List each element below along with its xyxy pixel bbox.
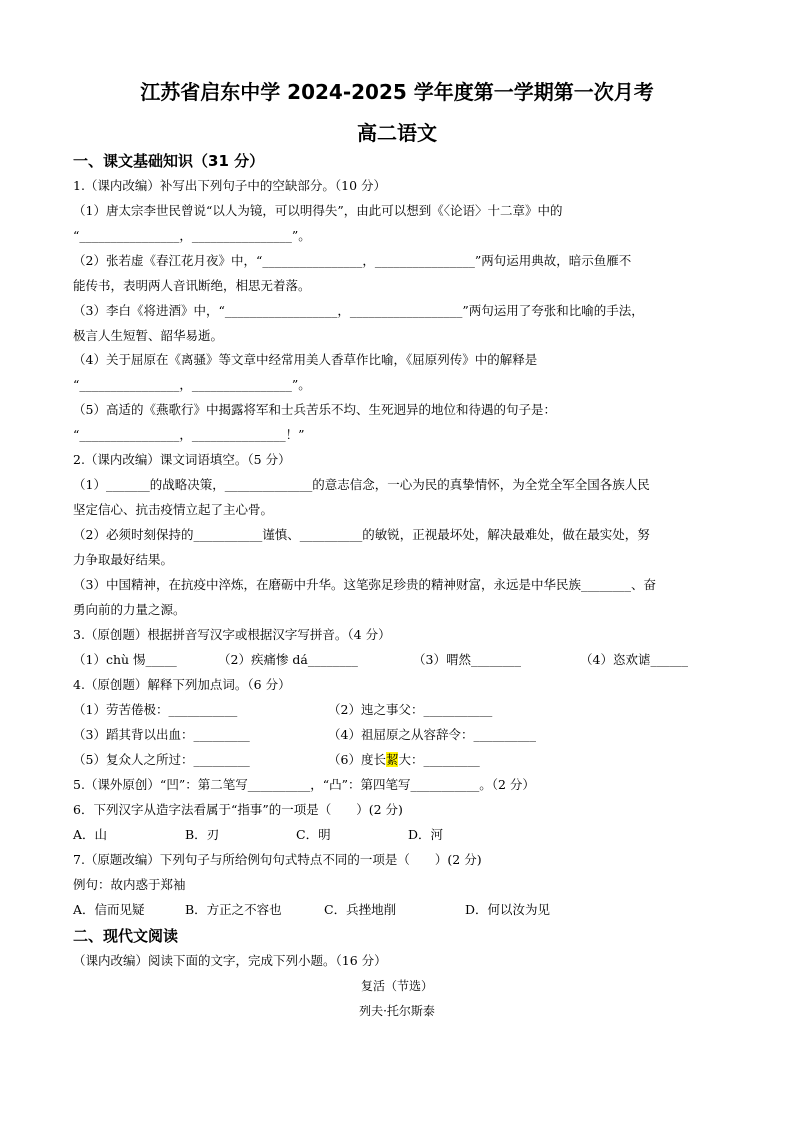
q6-option-c: C．明 [296, 827, 331, 842]
q6-stem: 6．下列汉字从造字法看属于“指事”的一项是（ ）(2 分) [73, 802, 403, 817]
exam-subtitle: 高二语文 [357, 121, 437, 145]
q5-stem: 5.（课外原创）“凹”：第二笔写__________，“凸”：第四笔写___________。（2 分） [73, 777, 535, 792]
q6-option-a: A．山 [73, 827, 108, 842]
section2-heading: 二、现代文阅读 [73, 927, 179, 945]
exam-title: 江苏省启东中学 2024-2025 学年度第一学期第一次月考 [140, 80, 654, 104]
q7-example: 例句：故内惑于郑袖 [73, 877, 186, 892]
q4-item-6 [328, 751, 480, 769]
article-author: 列夫·托尔斯泰 [359, 1004, 435, 1018]
article-title: 复活（节选） [360, 979, 433, 993]
q1-part4-line2: “________________，________________”。 [73, 377, 311, 392]
q2-part2-line1: （2）必须时刻保持的___________谨慎、__________的敏锐，正视最坏处，解决最难处，做在最实处，努 [73, 527, 650, 542]
q3-item-4: （4）恣欢谑______ [580, 652, 688, 667]
q4-item-6-pre: （6）度长 [328, 752, 386, 767]
q1-part3-line1: （3）李白《将进酒》中，“__________________，__________________”两句运用了夸张和比喻的手法， [73, 303, 644, 318]
q2-stem: 2.（课内改编）课文词语填空。（5 分） [73, 452, 291, 467]
q6-option-b: B．刃 [185, 827, 220, 842]
q1-part5-line2: “________________，_______________！” [73, 427, 305, 442]
q2-part2-line2: 力争取最好结果。 [73, 552, 174, 567]
q2-part3-line2: 勇向前的力量之源。 [73, 602, 186, 617]
q1-part5-line1: （5）高适的《燕歌行》中揭露将军和士兵苦乐不均、生死迥异的地位和待遇的句子是： [73, 402, 556, 417]
q6-option-d: D．河 [408, 827, 444, 842]
q2-part3-line1: （3）中国精神，在抗疫中淬炼，在磨砺中升华。这笔弥足珍贵的精神财富，永远是中华民族________、奋 [73, 577, 656, 592]
q4-item-3: （3）蹈其背以出血：_________ [73, 727, 250, 742]
q1-stem: 1.（课内改编）补写出下列句子中的空缺部分。（10 分） [73, 178, 387, 193]
q4-item-2: （2）迍之事父：___________ [328, 702, 493, 717]
q7-stem: 7.（原题改编）下列句子与所给例句句式特点不同的一项是（ ）(2 分) [73, 852, 482, 867]
q4-item-5: （5）复众人之所过：_________ [73, 752, 250, 767]
q7-option-a: A．信而见疑 [73, 902, 145, 917]
q7-option-b: B．方正之不容也 [185, 902, 282, 917]
q4-item-1: （1）劳苦倦极：___________ [73, 702, 238, 717]
q3-stem: 3.（原创题）根据拼音写汉字或根据汉字写拼音。（4 分） [73, 627, 391, 642]
q1-part2-line2: 能传书，表明两人音讯断绝，相思无着落。 [73, 278, 311, 293]
q1-part3-line2: 极言人生短暂、韶华易逝。 [73, 328, 224, 343]
q1-part1-line1: （1）唐太宗李世民曾说“以人为镜，可以明得失”，由此可以想到《〈论语〉十二章》中的 [73, 203, 563, 218]
section2-intro: （课内改编）阅读下面的文字，完成下列小题。（16 分） [73, 953, 387, 968]
q2-part1-line1: （1）_______的战略决策，______________的意志信念，一心为民的真挚情怀，为全党全军全国各族人民 [73, 477, 650, 492]
highlighted-char: 絜 [385, 752, 399, 767]
q7-option-d: D．何以汝为见 [465, 902, 551, 917]
q2-part1-line2: 坚定信心、抗击疫情立起了主心骨。 [73, 502, 274, 517]
q4-stem: 4.（原创题）解释下列加点词。（6 分） [73, 677, 291, 692]
q1-part2-line1: （2）张若虚《春江花月夜》中，“________________，________________”两句运用典故，暗示鱼雁不 [73, 253, 632, 268]
q3-item-2: （2）疾痛惨 dá________ [218, 652, 358, 667]
q3-item-3: （3）喟然________ [413, 652, 521, 667]
q3-item-1: （1）chù 惕_____ [73, 652, 177, 667]
section1-heading: 一、课文基础知识（31 分） [73, 152, 265, 170]
q4-item-6-post: 大：_________ [398, 752, 480, 767]
q4-item-4: （4）祖屈原之从容辞令：__________ [328, 727, 536, 742]
q1-part1-line2: “________________，________________”。 [73, 228, 311, 243]
q7-option-c: C．兵挫地削 [324, 902, 397, 917]
q1-part4-line1: （4）关于屈原在《离骚》等文章中经常用美人香草作比喻，《屈原列传》中的解释是 [73, 352, 538, 367]
